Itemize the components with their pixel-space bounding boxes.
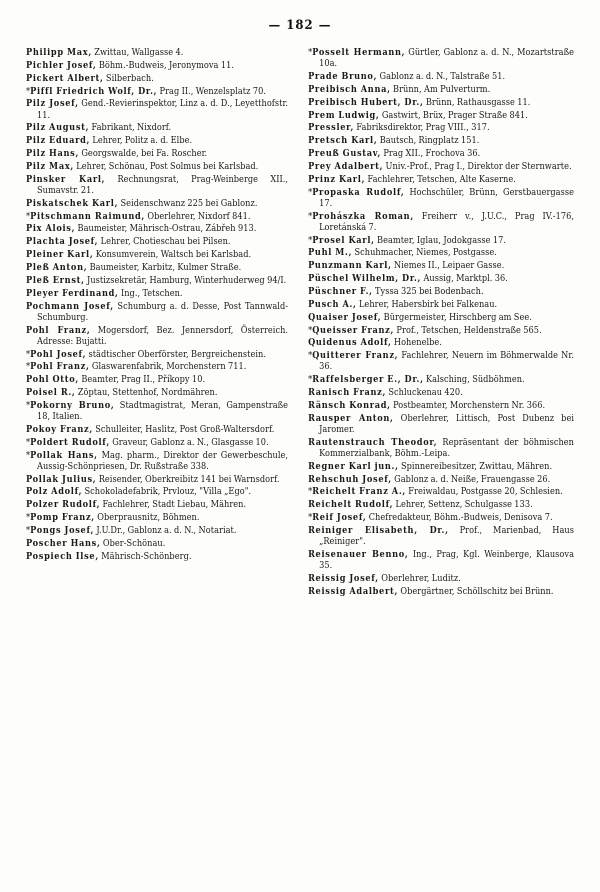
entry-name: Pochmann Josef, (26, 300, 114, 312)
entry-name: Posselt Hermann, (312, 47, 406, 58)
directory-entry (26, 512, 288, 524)
directory-entry (308, 211, 574, 234)
directory-entry (26, 538, 288, 550)
directory-entry (308, 525, 574, 548)
directory-entry (308, 135, 574, 147)
entry-name: Piffl Friedrich Wolf, Dr., (30, 85, 158, 97)
entry-details: Bautsch, Ringplatz 151. (377, 136, 480, 147)
entry-name: Pleiner Karl, (26, 249, 94, 261)
entry-details: Schokoladefabrik, Prvlouz, "Villa „Ego". (82, 487, 252, 498)
entry-name: Reichelt Franz A., (312, 486, 406, 498)
directory-entry (26, 361, 288, 373)
entry-name: Quidenus Adolf, (308, 337, 392, 349)
directory-entry (26, 60, 288, 72)
entry-details: Oberlehrer, Nixdorf 841. (144, 211, 251, 222)
directory-entry (26, 122, 288, 134)
entry-name: Preuß Gustav, (308, 148, 382, 160)
asterisk-marker: * (26, 400, 31, 411)
entry-details: Reisender, Oberkreibitz 141 bei Warnsdorf. (96, 474, 280, 485)
entry-name: Poscher Hans, (26, 537, 101, 549)
directory-entry (26, 374, 288, 386)
directory-entry (308, 97, 574, 109)
entry-details: Obergärtner, Schöllschitz bei Brünn. (398, 586, 554, 597)
entry-name: Pohl Josef, (30, 348, 87, 360)
directory-entry (26, 174, 288, 197)
entry-details: Hochschüler, Brünn, Gerstbauergasse 17. (319, 187, 574, 209)
entry-name: Pohl Franz, (30, 361, 90, 373)
entry-name: Pretsch Karl, (308, 135, 378, 147)
directory-entry (308, 337, 574, 349)
entry-name: Rautenstrauch Theodor, (308, 436, 438, 448)
entry-name: Preibisch Hubert, Dr., (308, 96, 424, 108)
entry-name: Reif Josef, (312, 512, 367, 524)
entry-details: Fachlehrer, Neuern im Böhmerwalde Nr. 36. (319, 351, 574, 373)
directory-entry (308, 84, 574, 96)
entry-name: Pilz Eduard, (26, 135, 91, 147)
entry-details: Stadtmagistrat, Meran, Gampenstraße 18, Italien. (37, 400, 289, 423)
entry-details: Gürtler, Gablonz a. d. N., Mozartstraße 10a. (319, 48, 574, 70)
directory-entry (308, 387, 574, 399)
entry-name: Pilz Josef, (26, 98, 79, 110)
entry-details: Ober-Schönau. (100, 538, 166, 549)
entry-name: Pilz Hans, (26, 148, 79, 160)
directory-entry (308, 161, 574, 173)
entry-name: Prinz Karl, (308, 173, 366, 185)
directory-entry (26, 223, 288, 235)
directory-entry (308, 235, 574, 247)
entry-details: Gend.-Revierinspektor, Linz a. d. D., Leyetthofstr. 11. (37, 99, 289, 121)
entry-details: Hohenelbe. (391, 338, 442, 349)
entry-details: J.U.Dr., Gablonz a. d. N., Notariat. (94, 525, 237, 536)
entry-details: Seidenschwanz 225 bei Gablonz. (118, 198, 258, 209)
directory-entry (308, 413, 574, 436)
directory-entry (26, 198, 288, 210)
asterisk-marker: * (308, 187, 313, 198)
entry-name: Piskatschek Karl, (26, 197, 119, 209)
asterisk-marker: * (308, 351, 313, 362)
asterisk-marker: * (308, 211, 313, 222)
entry-details: Repräsentant der böhmischen Kommerzialbank, Böhm.-Leipa. (319, 437, 574, 459)
directory-entry (308, 110, 574, 122)
entry-details: Prag XII., Frochova 36. (381, 149, 481, 160)
entry-name: Quitterer Franz, (312, 350, 399, 362)
directory-entry (26, 525, 288, 537)
entry-name: Prey Adalbert, (308, 160, 384, 172)
entry-name: Pix Alois, (26, 223, 76, 235)
entry-details: Mogersdorf, Bez. Jennersdorf, Österreich. Adresse: Bujatti. (37, 325, 289, 347)
directory-entry (308, 549, 574, 572)
entry-name: Raffelsberger E., Dr., (312, 374, 424, 386)
entry-details: Ing., Tetschen. (118, 288, 183, 299)
directory-entry (26, 262, 288, 274)
entry-name: Poldert Rudolf, (30, 436, 110, 448)
entry-name: Pollak Julius, (26, 473, 97, 485)
entry-name: Reisenauer Benno, (308, 548, 409, 560)
entry-name: Pickert Albert, (26, 72, 104, 84)
directory-entry (308, 374, 574, 386)
directory-entry (26, 86, 288, 98)
entry-name: Pollak Hans, (30, 449, 98, 461)
entry-details: Prof., Tetschen, Heldenstraße 565. (394, 325, 542, 336)
entry-name: Pitschmann Raimund, (30, 210, 145, 222)
entry-details: Fabrikant, Nixdorf. (89, 123, 172, 134)
entry-details: Beamter, Iglau, Jodokgasse 17. (374, 235, 507, 246)
asterisk-marker: * (308, 375, 313, 386)
entry-details: Lehrer, Chotieschau bei Pilsen. (98, 237, 231, 248)
entry-name: Pleyer Ferdinand, (26, 287, 119, 299)
directory-entry (308, 461, 574, 473)
entry-name: Prosel Karl, (312, 234, 375, 246)
directory-entry (308, 586, 574, 598)
directory-entry (26, 301, 288, 324)
column-left (26, 47, 292, 875)
entry-name: Pinsker Karl, (26, 173, 106, 185)
entry-details: städtischer Oberförster, Bergreichenstein. (86, 349, 266, 360)
directory-entry (26, 424, 288, 436)
directory-entry (26, 249, 288, 261)
entry-name: Polz Adolf, (26, 486, 83, 498)
entry-details: Aussig, Marktpl. 36. (421, 274, 508, 285)
directory-entry (26, 161, 288, 173)
entry-details: Fachlehrer, Stadt Liebau, Mähren. (100, 500, 247, 511)
directory-entry (308, 71, 574, 83)
entry-details: Justizsekretär, Hamburg, Winterhuderweg 94/I. (84, 275, 287, 286)
entry-name: Poisel R., (26, 387, 76, 399)
entry-details: Univ.-Prof., Prag I., Direktor der Sternwarte. (383, 161, 572, 172)
entry-details: Konsumverein, Waltsch bei Karlsbad. (93, 250, 252, 261)
entry-details: Tyssa 325 bei Bodenbach. (372, 286, 484, 297)
directory-entry (308, 148, 574, 160)
entry-details: Gablonz a. d. N., Talstraße 51. (377, 72, 506, 82)
entry-details: Bürgermeister, Hirschberg am See. (381, 312, 532, 323)
entry-name: Puhl M., (308, 247, 353, 259)
asterisk-marker: * (26, 437, 31, 448)
directory-entry (26, 349, 288, 361)
entry-name: Reissig Adalbert, (308, 585, 398, 597)
entry-name: Pohl Franz, (26, 324, 91, 336)
asterisk-marker: * (308, 325, 313, 336)
page-number: — 182 — (268, 18, 332, 33)
entry-details: Mährisch-Schönberg. (98, 551, 192, 562)
directory-entry (26, 47, 288, 59)
entry-name: Queisser Franz, (312, 324, 395, 336)
entry-details: Oberlehrer, Luditz. (378, 573, 461, 584)
directory-entry (308, 474, 574, 486)
asterisk-marker: * (308, 48, 313, 58)
directory-entry (26, 387, 288, 399)
entry-name: Reiniger Elisabeth, Dr., (308, 524, 449, 536)
column-right (308, 47, 574, 875)
entry-details: Böhm.-Budweis, Jeronymova 11. (96, 60, 234, 71)
entry-name: Prem Ludwig, (308, 109, 380, 121)
entry-name: Pressler, (308, 122, 355, 134)
entry-details: Schulleiter, Haslitz, Post Groß-Waltersdorf. (92, 424, 275, 435)
entry-details: Kalsching, Südböhmen. (423, 375, 525, 386)
entry-details: Gablonz a. d. Neiße, Frauengasse 26. (391, 474, 551, 485)
entry-details: Spinnereibesitzer, Zwittau, Mähren. (398, 461, 553, 472)
entry-name: Ränsch Konrad, (308, 399, 391, 411)
asterisk-marker: * (26, 362, 31, 373)
entry-details: Brünn, Rathausgasse 11. (423, 97, 531, 108)
directory-entry (26, 98, 288, 121)
entry-name: Reissig Josef, (308, 572, 379, 584)
asterisk-marker: * (26, 349, 31, 360)
directory-entry (308, 187, 574, 210)
entry-details: Niemes II., Leipaer Gasse. (391, 261, 505, 272)
directory-entry (308, 499, 574, 511)
directory-entry (308, 47, 574, 70)
entry-name: Quaiser Josef, (308, 311, 382, 323)
directory-entry (26, 499, 288, 511)
entry-name: Reichelt Rudolf, (308, 499, 394, 511)
entry-name: Pospiech Ilse, (26, 550, 99, 562)
entry-name: Pokoy Franz, (26, 423, 93, 435)
entry-details: Schluckenau 420. (386, 388, 463, 399)
asterisk-marker: * (308, 487, 313, 498)
entry-name: Propaska Rudolf, (312, 186, 405, 198)
entry-name: Püschel Wilhelm, Dr., (308, 273, 422, 285)
entry-name: Pleß Ernst, (26, 274, 85, 286)
entry-details: Schuhmacher, Niemes, Postgasse. (352, 248, 497, 259)
entry-name: Punzmann Karl, (308, 260, 392, 272)
directory-entry (308, 273, 574, 285)
entry-details: Postbeamter, Morchenstern Nr. 366. (390, 400, 546, 411)
entry-details: Oberprausnitz, Böhmen. (94, 513, 200, 524)
entry-details: Lehrer, Habersbirk bei Falkenau. (356, 299, 498, 310)
directory-entry (26, 73, 288, 85)
asterisk-marker: * (26, 525, 31, 536)
directory-entry (308, 260, 574, 272)
entry-details: Glaswarenfabrik, Morchenstern 711. (89, 362, 247, 373)
directory-entry (308, 350, 574, 373)
entry-name: Rausper Anton, (308, 412, 394, 424)
directory-entry (26, 400, 288, 423)
asterisk-marker: * (308, 513, 313, 524)
entry-name: Pilz Max, (26, 160, 74, 172)
directory-entry (308, 286, 574, 298)
directory-entry (26, 450, 288, 473)
directory-entry (26, 135, 288, 147)
directory-entry (26, 236, 288, 248)
directory-entry (308, 122, 574, 134)
entry-details: Prag II., Wenzelsplatz 70. (157, 86, 266, 97)
entry-name: Pohl Otto, (26, 374, 79, 386)
directory-entry (308, 437, 574, 460)
entry-name: Ranisch Franz, (308, 387, 387, 399)
asterisk-marker: * (26, 86, 31, 97)
directory-entry (26, 275, 288, 287)
entry-name: Pleß Anton, (26, 261, 88, 273)
entry-details: Graveur, Gablonz a. N., Glasgasse 10. (109, 437, 269, 448)
entry-details: Lehrer, Settenz, Schulgasse 133. (393, 500, 533, 511)
entry-details: Baumeister, Mährisch-Ostrau, Zábřeh 913. (75, 224, 257, 235)
entry-details: Mag. pharm., Direktor der Gewerbeschule, Aussig-Schönpriesen, Dr. Rußstraße 338. (37, 450, 289, 472)
directory-entry (308, 174, 574, 186)
entry-details: Schumburg a. d. Desse, Post Tannwald-Schumburg. (37, 301, 289, 323)
entry-details: Zwittau, Wallgasse 4. (91, 48, 184, 58)
entry-details: Fabriksdirektor, Prag VIII., 317. (354, 123, 490, 134)
entry-details: Silberbach. (103, 73, 154, 84)
entry-name: Pichler Josef, (26, 59, 97, 71)
entry-details: Lehrer, Schönau, Post Solmus bei Karlsbad. (73, 161, 259, 172)
entry-name: Pokorny Bruno, (30, 399, 115, 411)
directory-entry (26, 211, 288, 223)
entry-details: Gastwirt, Brüx, Prager Straße 841. (379, 110, 528, 121)
entry-name: Regner Karl jun., (308, 460, 399, 472)
entry-name: Prade Bruno, (308, 71, 378, 82)
entry-details: Freiwaldau, Postgasse 20, Schlesien. (405, 487, 563, 498)
directory-entry (26, 551, 288, 563)
directory-entry (26, 325, 288, 348)
entry-name: Pilz August, (26, 122, 90, 134)
entry-details: Ing., Prag, Kgl. Weinberge, Klausova 35. (319, 549, 574, 572)
asterisk-marker: * (26, 513, 31, 524)
directory-entry (26, 148, 288, 160)
two-column-body (26, 47, 574, 875)
directory-entry (308, 299, 574, 311)
entry-details: Prof., Marienbad, Haus „Reiniger". (319, 525, 574, 548)
entry-details: Freiherr v., J.U.C., Prag IV.-176, Loretánská 7. (319, 211, 574, 233)
entry-details: Lehrer, Politz a. d. Elbe. (90, 136, 193, 147)
entry-details: Beamter, Prag II., Příkopy 10. (78, 375, 206, 386)
entry-name: Philipp Max, (26, 47, 92, 58)
entry-details: Oberlehrer, Littisch, Post Dubenz bei Jaromer. (319, 413, 574, 435)
directory-entry (308, 400, 574, 412)
entry-name: Püschner F., (308, 285, 373, 297)
entry-name: Pomp Franz, (30, 512, 95, 524)
entry-details: Baumeister, Karbitz, Kulmer Straße. (87, 262, 242, 273)
asterisk-marker: * (26, 450, 31, 461)
entry-details: Georgswalde, bei Fa. Roscher. (79, 149, 208, 160)
entry-details: Zöptau, Stettenhof, Nordmähren. (75, 388, 218, 399)
entry-details: Rechnungsrat, Prag-Weinberge XII., Sumavstr. 21. (37, 174, 289, 196)
entry-name: Preibisch Anna, (308, 83, 391, 95)
entry-details: Chefredakteur, Böhm.-Budweis, Denisova 7. (366, 513, 553, 524)
directory-entry (308, 512, 574, 524)
directory-entry (308, 325, 574, 337)
directory-entry (26, 437, 288, 449)
entry-name: Pusch A., (308, 298, 357, 310)
entry-name: Pongs Josef, (30, 524, 95, 536)
directory-entry (308, 486, 574, 498)
directory-entry (308, 312, 574, 324)
entry-name: Polzer Rudolf, (26, 499, 101, 511)
entry-details: Brünn, Am Pulverturm. (390, 84, 491, 95)
entry-name: Prohászka Roman, (312, 210, 414, 222)
asterisk-marker: * (26, 211, 31, 222)
entry-name: Rehschuh Josef, (308, 473, 392, 485)
directory-entry (26, 474, 288, 486)
directory-entry (26, 288, 288, 300)
entry-name: Plachta Josef, (26, 236, 99, 248)
asterisk-marker: * (308, 235, 313, 246)
directory-entry (308, 573, 574, 585)
entry-details: Fachlehrer, Tetschen, Alte Kaserne. (365, 174, 516, 185)
directory-entry (308, 247, 574, 259)
directory-entry (26, 486, 288, 498)
